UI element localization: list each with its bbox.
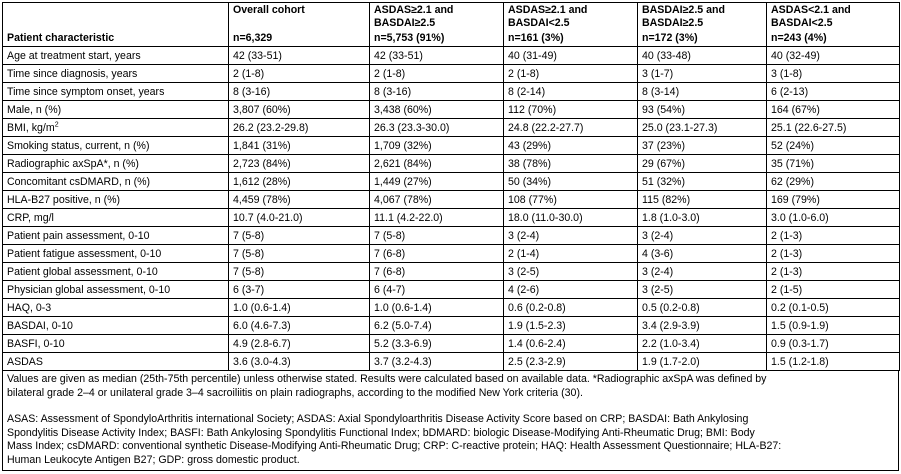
value-cell: 2.5 (2.3-2.9): [504, 353, 638, 371]
value-cell: 35 (71%): [767, 155, 900, 173]
value-cell: 8 (3-14): [638, 83, 767, 101]
value-cell: 7 (6-8): [370, 245, 504, 263]
row-label-cell: Radiographic axSpA*, n (%): [3, 155, 229, 173]
footnote-values-note: Values are given as median (25th-75th percentile) unless otherwise stated. Results were calculated based on available data. *Radiographic axSpA was defined by bilateral grade 2–4 or unilateral grade 3–4 sacroiliitis on plain radiographs, according to the modified New York criteria (30).: [7, 373, 767, 399]
header-cell-overall: Overall cohort: [229, 3, 370, 32]
header-cell-blank: [3, 3, 229, 32]
value-cell: 4 (3-6): [638, 245, 767, 263]
value-cell: 3.0 (1.0-6.0): [767, 209, 900, 227]
table-row: [3, 191, 900, 209]
value-cell: 42 (33-51): [229, 47, 370, 65]
table-row: [3, 335, 900, 353]
table-row: [3, 137, 900, 155]
value-cell: 1.5 (1.2-1.8): [767, 353, 900, 371]
header-patient-characteristic: Patient characteristic: [3, 31, 229, 47]
value-cell: 40 (31-49): [504, 47, 638, 65]
row-label-cell: Concomitant csDMARD, n (%): [3, 173, 229, 191]
value-cell: 4.9 (2.8-6.7): [229, 335, 370, 353]
table-row: [3, 47, 900, 65]
table-row: [3, 119, 900, 137]
header-cell-group-4: ASDAS<2.1 and BASDAI<2.5: [767, 3, 900, 32]
bmi-superscript: 2: [54, 121, 59, 129]
table-row: [3, 101, 900, 119]
value-cell: 7 (5-8): [229, 227, 370, 245]
value-cell: 6.2 (5.0-7.4): [370, 317, 504, 335]
header-row-counts: [3, 31, 900, 47]
value-cell: 2 (1-3): [767, 263, 900, 281]
table-body: [3, 47, 900, 371]
value-cell: 52 (24%): [767, 137, 900, 155]
value-cell: 6 (4-7): [370, 281, 504, 299]
value-cell: 40 (32-49): [767, 47, 900, 65]
header-n-group-1: n=5,753 (91%): [370, 31, 504, 47]
header-n-group-4: n=243 (4%): [767, 31, 900, 47]
value-cell: 7 (5-8): [229, 245, 370, 263]
row-label-cell: Physician global assessment, 0-10: [3, 281, 229, 299]
value-cell: 2,621 (84%): [370, 155, 504, 173]
value-cell: 18.0 (11.0-30.0): [504, 209, 638, 227]
value-cell: 25.1 (22.6-27.5): [767, 119, 900, 137]
row-label-cell: HAQ, 0-3: [3, 299, 229, 317]
value-cell: 0.5 (0.2-0.8): [638, 299, 767, 317]
value-cell: 1,841 (31%): [229, 137, 370, 155]
table-row: [3, 263, 900, 281]
value-cell: 2 (1-5): [767, 281, 900, 299]
value-cell: 2 (1-3): [767, 245, 900, 263]
value-cell: 3 (1-7): [638, 65, 767, 83]
row-label-cell: BASFI, 0-10: [3, 335, 229, 353]
value-cell: 0.2 (0.1-0.5): [767, 299, 900, 317]
header-cell-group-3: BASDAI≥2.5 and BASDAI≥2.5: [638, 3, 767, 32]
value-cell: 7 (5-8): [370, 227, 504, 245]
value-cell: 1.8 (1.0-3.0): [638, 209, 767, 227]
table-footnotes: [2, 371, 899, 471]
table-row: [3, 281, 900, 299]
footnote-abbreviations: ASAS: Assessment of SpondyloArthritis international Society; ASDAS: Axial Spondyloarthritis Disease Activity Score based on CRP; BASDAI: Bath Ankylosing Spondylitis Disease Activity Index; BASFI: Bath Ankylosing Spondylitis Functional Index; bDMARD: biologic Disease-Modifying Anti-Rheumatic Drug; BMI: Body Mass Index; csDMARD: conventional synthetic Disease-Modifying Anti-Rheumatic Drug; CRP: C-reactive protein; HAQ: Health Assessment Questionnaire; HLA-B27: Human Leukocyte Antigen B27; GDP: gross domestic product.: [7, 413, 782, 466]
value-cell: 8 (3-16): [229, 83, 370, 101]
value-cell: 112 (70%): [504, 101, 638, 119]
value-cell: 24.8 (22.2-27.7): [504, 119, 638, 137]
value-cell: 2.2 (1.0-3.4): [638, 335, 767, 353]
row-label-cell: ASDAS: [3, 353, 229, 371]
row-label-cell: Male, n (%): [3, 101, 229, 119]
value-cell: 3.6 (3.0-4.3): [229, 353, 370, 371]
value-cell: 164 (67%): [767, 101, 900, 119]
value-cell: 43 (29%): [504, 137, 638, 155]
value-cell: 4 (2-6): [504, 281, 638, 299]
value-cell: 1.9 (1.7-2.0): [638, 353, 767, 371]
value-cell: 2 (1-8): [370, 65, 504, 83]
value-cell: 51 (32%): [638, 173, 767, 191]
value-cell: 3 (2-4): [638, 263, 767, 281]
table-row: [3, 245, 900, 263]
value-cell: 3,807 (60%): [229, 101, 370, 119]
value-cell: 4,459 (78%): [229, 191, 370, 209]
value-cell: 1,709 (32%): [370, 137, 504, 155]
value-cell: 7 (5-8): [229, 263, 370, 281]
value-cell: 2 (1-8): [229, 65, 370, 83]
table-row: [3, 317, 900, 335]
row-label-cell: BMI, $kg/m^2$: [3, 119, 229, 137]
header-n-group-3: n=172 (3%): [638, 31, 767, 47]
value-cell: 7 (6-8): [370, 263, 504, 281]
value-cell: 115 (82%): [638, 191, 767, 209]
value-cell: 50 (34%): [504, 173, 638, 191]
value-cell: 3.4 (2.9-3.9): [638, 317, 767, 335]
value-cell: 38 (78%): [504, 155, 638, 173]
value-cell: 1.0 (0.6-1.4): [370, 299, 504, 317]
row-label-cell: HLA-B27 positive, n (%): [3, 191, 229, 209]
value-cell: 1,449 (27%): [370, 173, 504, 191]
value-cell: 40 (33-48): [638, 47, 767, 65]
baseline-characteristics-table: [2, 2, 900, 371]
baseline-characteristics-document: [2, 2, 899, 471]
value-cell: 6.0 (4.6-7.3): [229, 317, 370, 335]
value-cell: 6 (2-13): [767, 83, 900, 101]
value-cell: 93 (54%): [638, 101, 767, 119]
value-cell: 4,067 (78%): [370, 191, 504, 209]
header-row-groups: [3, 3, 900, 32]
row-label-cell: Time since diagnosis, years: [3, 65, 229, 83]
value-cell: 2 (1-8): [504, 65, 638, 83]
value-cell: 3,438 (60%): [370, 101, 504, 119]
value-cell: 26.2 (23.2-29.8): [229, 119, 370, 137]
value-cell: 5.2 (3.3-6.9): [370, 335, 504, 353]
value-cell: 42 (33-51): [370, 47, 504, 65]
header-cell-group-2: ASDAS≥2.1 and BASDAI<2.5: [504, 3, 638, 32]
value-cell: 3 (2-4): [504, 227, 638, 245]
row-label-cell: Smoking status, current, n (%): [3, 137, 229, 155]
row-label-cell: Time since symptom onset, years: [3, 83, 229, 101]
row-label-cell: Age at treatment start, years: [3, 47, 229, 65]
row-label-cell: Patient global assessment, 0-10: [3, 263, 229, 281]
value-cell: 3 (2-4): [638, 227, 767, 245]
table-row: [3, 209, 900, 227]
table-row: [3, 83, 900, 101]
value-cell: 29 (67%): [638, 155, 767, 173]
value-cell: 26.3 (23.3-30.0): [370, 119, 504, 137]
value-cell: 0.6 (0.2-0.8): [504, 299, 638, 317]
table-row: [3, 155, 900, 173]
row-label-cell: Patient pain assessment, 0-10: [3, 227, 229, 245]
value-cell: 3 (1-8): [767, 65, 900, 83]
value-cell: 1.5 (0.9-1.9): [767, 317, 900, 335]
value-cell: 8 (3-16): [370, 83, 504, 101]
value-cell: 1,612 (28%): [229, 173, 370, 191]
value-cell: 2 (1-4): [504, 245, 638, 263]
value-cell: 0.9 (0.3-1.7): [767, 335, 900, 353]
table-row: [3, 173, 900, 191]
value-cell: 108 (77%): [504, 191, 638, 209]
value-cell: 3 (2-5): [638, 281, 767, 299]
header-n-group-2: n=161 (3%): [504, 31, 638, 47]
value-cell: 11.1 (4.2-22.0): [370, 209, 504, 227]
value-cell: 169 (79%): [767, 191, 900, 209]
value-cell: 62 (29%): [767, 173, 900, 191]
table-row: [3, 353, 900, 371]
value-cell: 2,723 (84%): [229, 155, 370, 173]
row-label-cell: BASDAI, 0-10: [3, 317, 229, 335]
value-cell: 3.7 (3.2-4.3): [370, 353, 504, 371]
value-cell: 6 (3-7): [229, 281, 370, 299]
value-cell: 2 (1-3): [767, 227, 900, 245]
row-label-cell: Patient fatigue assessment, 0-10: [3, 245, 229, 263]
header-cell-group-1: ASDAS≥2.1 and BASDAI≥2.5: [370, 3, 504, 32]
row-label-cell: CRP, mg/l: [3, 209, 229, 227]
table-row: [3, 65, 900, 83]
value-cell: 1.9 (1.5-2.3): [504, 317, 638, 335]
value-cell: 25.0 (23.1-27.3): [638, 119, 767, 137]
value-cell: 37 (23%): [638, 137, 767, 155]
value-cell: 1.0 (0.6-1.4): [229, 299, 370, 317]
table-row: [3, 299, 900, 317]
table-row: [3, 227, 900, 245]
value-cell: 3 (2-5): [504, 263, 638, 281]
header-n-overall: n=6,329: [229, 31, 370, 47]
value-cell: 10.7 (4.0-21.0): [229, 209, 370, 227]
value-cell: 8 (2-14): [504, 83, 638, 101]
value-cell: 1.4 (0.6-2.4): [504, 335, 638, 353]
